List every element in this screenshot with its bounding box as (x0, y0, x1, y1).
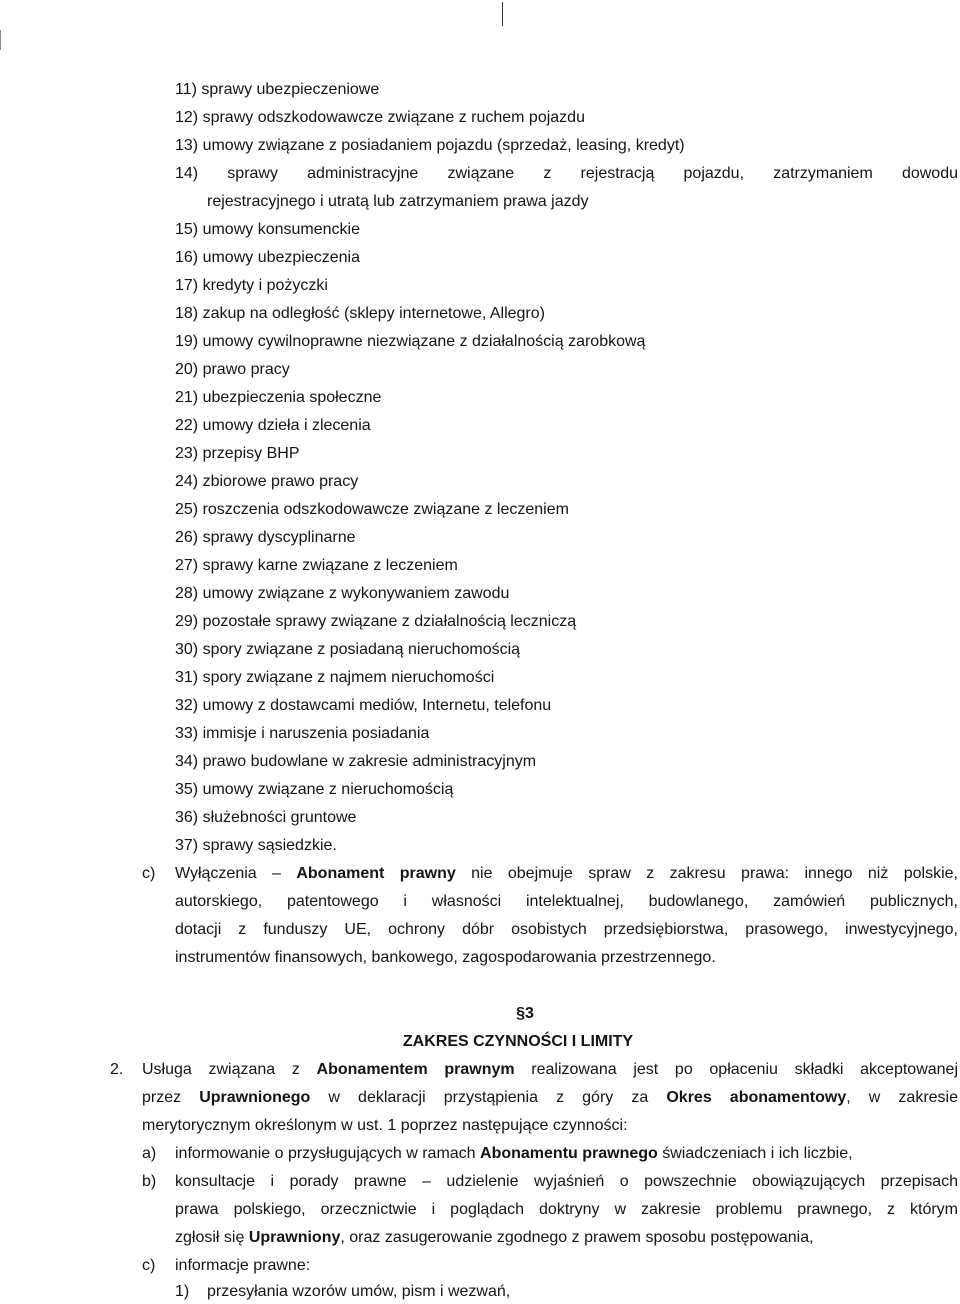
list-item: 11) sprawy ubezpieczeniowe (175, 81, 380, 98)
paragraph-label: c) (142, 1257, 156, 1274)
list-item: 21) ubezpieczenia społeczne (175, 389, 382, 406)
paragraph-line: prawa polskiego, orzecznictwie i poglądach doktryny w zakresie problemu prawnego, z którym (175, 1201, 958, 1218)
paragraph-line: Usługa związana z Abonamentem prawnym realizowana jest po opłaceniu składki akceptowanej (142, 1061, 958, 1078)
paragraph-line: autorskiego, patentowego i własności intelektualnej, budowlanego, zamówień publicznych, (175, 893, 958, 910)
list-item: 17) kredyty i pożyczki (175, 277, 328, 294)
list-item: 34) prawo budowlane w zakresie administracyjnym (175, 753, 537, 770)
list-item: 16) umowy ubezpieczenia (175, 249, 360, 266)
list-item: 26) sprawy dyscyplinarne (175, 529, 356, 546)
list-item: 18) zakup na odległość (sklepy internetowe, Allegro) (175, 305, 545, 322)
paragraph-label: 1) (175, 1283, 190, 1300)
list-item: 27) sprawy karne związane z leczeniem (175, 557, 458, 574)
paragraph-line: dotacji z funduszy UE, ochrony dóbr osobistych przedsiębiorstwa, prasowego, inwestycyjnego, (175, 921, 958, 938)
paragraph-line: Wyłączenia – Abonament prawny nie obejmuje spraw z zakresu prawa: innego niż polskie, (175, 865, 958, 882)
paragraph-line: informacje prawne: (175, 1257, 311, 1274)
paragraph-line: merytorycznym określonym w ust. 1 poprzez następujące czynności: (142, 1117, 628, 1134)
list-item: 29) pozostałe sprawy związane z działalnością leczniczą (175, 613, 577, 630)
list-item: 15) umowy konsumenckie (175, 221, 360, 238)
list-item: 36) służebności gruntowe (175, 809, 357, 826)
paragraph-line: zgłosił się Uprawniony, oraz zasugerowanie zgodnego z prawem sposobu postępowania, (175, 1229, 814, 1246)
scan-margin-mark (502, 2, 503, 26)
list-item: 14) sprawy administracyjne związane z rejestracją pojazdu, zatrzymaniem dowodu (175, 165, 958, 182)
paragraph-label: 2. (110, 1061, 124, 1078)
list-item: 20) prawo pracy (175, 361, 290, 378)
paragraph-line: przesyłania wzorów umów, pism i wezwań, (207, 1283, 511, 1300)
list-item: 23) przepisy BHP (175, 445, 300, 462)
list-item: 19) umowy cywilnoprawne niezwiązane z działalnością zarobkową (175, 333, 646, 350)
list-item: 37) sprawy sąsiedzkie. (175, 837, 337, 854)
paragraph-line: przez Uprawnionego w deklaracji przystąpienia z góry za Okres abonamentowy, w zakresie (142, 1089, 959, 1106)
list-item: 25) roszczenia odszkodowawcze związane z leczeniem (175, 501, 569, 518)
list-item-continuation: rejestracyjnego i utratą lub zatrzymaniem prawa jazdy (207, 193, 589, 210)
list-item: 28) umowy związane z wykonywaniem zawodu (175, 585, 510, 602)
list-item: 30) spory związane z posiadaną nieruchomością (175, 641, 521, 658)
section-title: ZAKRES CZYNNOŚCI I LIMITY (402, 1033, 634, 1050)
paragraph-line: informowanie o przysługujących w ramach Abonamentu prawnego świadczeniach i ich liczbie, (175, 1145, 853, 1162)
list-item: 13) umowy związane z posiadaniem pojazdu (sprzedaż, leasing, kredyt) (175, 137, 685, 154)
paragraph-label: c) (142, 865, 156, 882)
list-item: 24) zbiorowe prawo pracy (175, 473, 359, 490)
list-item: 35) umowy związane z nieruchomością (175, 781, 454, 798)
paragraph-label: b) (142, 1173, 157, 1190)
list-item: 12) sprawy odszkodowawcze związane z ruchem pojazdu (175, 109, 585, 126)
section-number: §3 (516, 1005, 534, 1022)
scan-margin-mark (0, 30, 1, 50)
paragraph-line: instrumentów finansowych, bankowego, zagospodarowania przestrzennego. (175, 949, 716, 966)
list-item: 33) immisje i naruszenia posiadania (175, 725, 430, 742)
list-item: 31) spory związane z najmem nieruchomości (175, 669, 495, 686)
list-item: 32) umowy z dostawcami mediów, Internetu, telefonu (175, 697, 552, 714)
paragraph-line: konsultacje i porady prawne – udzielenie wyjaśnień o powszechnie obowiązujących przepisach (175, 1173, 958, 1190)
paragraph-label: a) (142, 1145, 157, 1162)
list-item: 22) umowy dzieła i zlecenia (175, 417, 371, 434)
